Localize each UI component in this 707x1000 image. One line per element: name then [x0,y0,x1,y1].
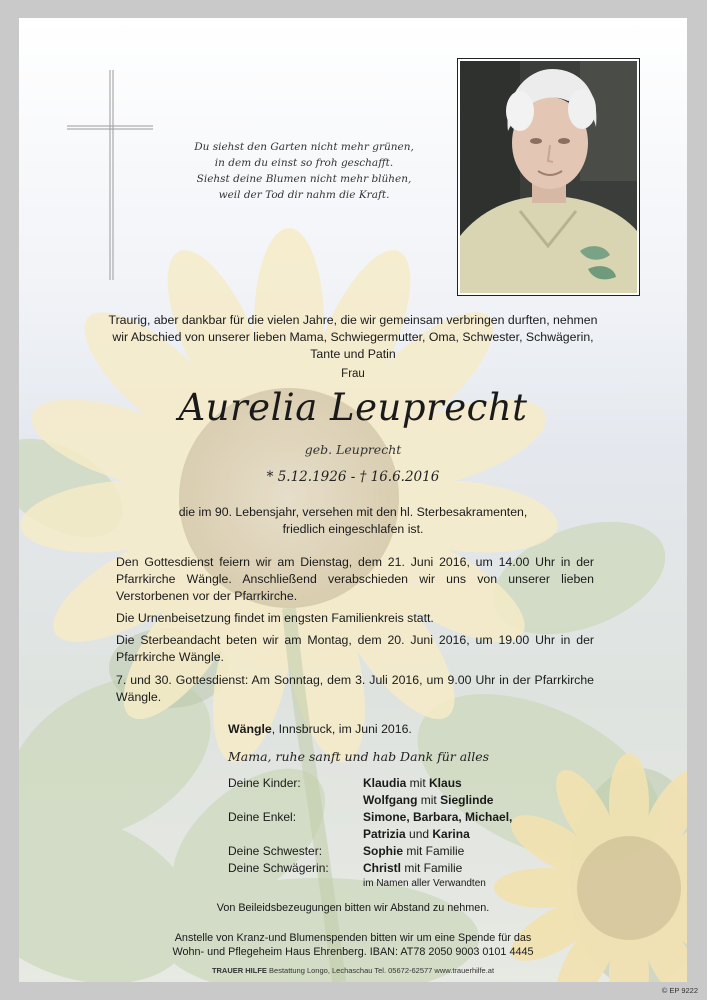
funeral-service-logo: TRAUER HILFE [211,966,267,975]
children-label: Deine Kinder: [228,776,301,790]
life-dates: * 5.12.1926 - † 16.6.2016 [266,469,440,485]
grandchildren-label: Deine Enkel: [228,810,297,824]
donation-line: Anstelle von Kranz-und Blumenspenden bitten wir um eine Spende für das [174,932,532,944]
poem-line: weil der Tod dir nahm die Kraft. [218,189,390,201]
sister-label: Deine Schwester: [228,844,323,858]
condolence-note: Von Beileidsbezeugungen bitten wir Abstand zu nehmen. [216,902,490,914]
cross-icon [67,70,153,280]
death-note-line: friedlich eingeschlafen ist. [282,522,424,536]
death-note-line: die im 90. Lebensjahr, versehen mit den hl. Sterbesakramenten, [178,505,528,519]
grandchild-name: Patrizia [363,827,406,841]
memorial-mass-paragraph: 7. und 30. Gottesdienst: Am Sonntag, dem 3. Juli 2016, um 9.00 Uhr in der Pfarrkirche Wängle. [116,673,594,704]
grandchild-name: Karina [432,827,470,841]
with-family-text: mit Familie [401,861,463,875]
sister-in-law-line [363,861,462,875]
salutation: Frau [341,368,365,380]
sister-name: Sophie [363,844,404,858]
intro-text: Traurig, aber dankbar für die vielen Jahre, die wir gemeinsam verbringen durften, nehmen wir Abschied von unserer lieben Mama, Schwiegermutter, Oma, Schwester, Schwägerin, Tante und Patin [108,313,598,361]
child-name: Wolfgang [363,793,418,807]
portrait-photo [457,58,640,296]
child-name: Klaudia [363,776,407,790]
poem-line: in dem du einst so froh geschafft. [214,157,394,169]
poem [169,139,439,203]
donation-note [79,931,627,959]
deceased-name: Aurelia Leuprecht [178,386,528,429]
footer-contact: Bestattung Longo, Lechaschau Tel. 05672-62577 www.trauerhilfe.at [266,966,495,975]
birth-name: geb. Leuprecht [304,442,402,457]
prayer-paragraph: Die Sterbeandacht beten wir am Montag, dem 20. Juni 2016, um 19.00 Uhr in der Pfarrkirche Wängle. [116,633,594,664]
connector-text: und [405,827,433,841]
poem-line: Siehst deine Blumen nicht mehr blühen, [196,173,412,185]
sister-line [363,844,464,858]
place-date-rest: , Innsbruck, im Juni 2016. [271,722,412,736]
urn-paragraph: Die Urnenbeisetzung findet im engsten Familienkreis statt. [116,611,434,625]
donation-line: Wohn- und Pflegeheim Haus Ehrenberg. IBAN: AT78 2050 9003 0101 4445 [172,946,534,958]
grandchildren-line-1 [363,810,512,824]
grandchildren-names: Simone, Barbara, Michael, [363,810,513,824]
obituary-sheet [19,18,687,982]
children-line-2 [363,793,493,807]
sister-in-law-name: Christl [363,861,402,875]
connector-text: mit [417,793,441,807]
spouse-name: Sieglinde [440,793,494,807]
portrait-image [460,61,637,293]
spouse-name: Klaus [429,776,462,790]
death-note [99,504,607,538]
children-line-1 [363,776,462,790]
grandchildren-line-2 [363,827,470,841]
poem-line: Du siehst den Garten nicht mehr grünen, [194,141,414,153]
motto: Mama, ruhe sanft und hab Dank für alles [228,749,490,764]
place-date [228,722,412,736]
place-name: Wängle [228,722,272,736]
ep-code: © EP 9222 [661,986,698,995]
footer [19,966,687,975]
relatives-note: im Namen aller Verwandten [363,878,486,889]
connector-text: mit [406,776,430,790]
service-paragraph: Den Gottesdienst feiern wir am Dienstag, dem 21. Juni 2016, um 14.00 Uhr in der Pfarrkirche Wängle. Anschließend verabschieden wir uns von unserer lieben Verstorbenen vor der Pfarrkirche. [116,555,594,603]
sister-in-law-label: Deine Schwägerin: [228,861,329,875]
with-family-text: mit Familie [403,844,465,858]
